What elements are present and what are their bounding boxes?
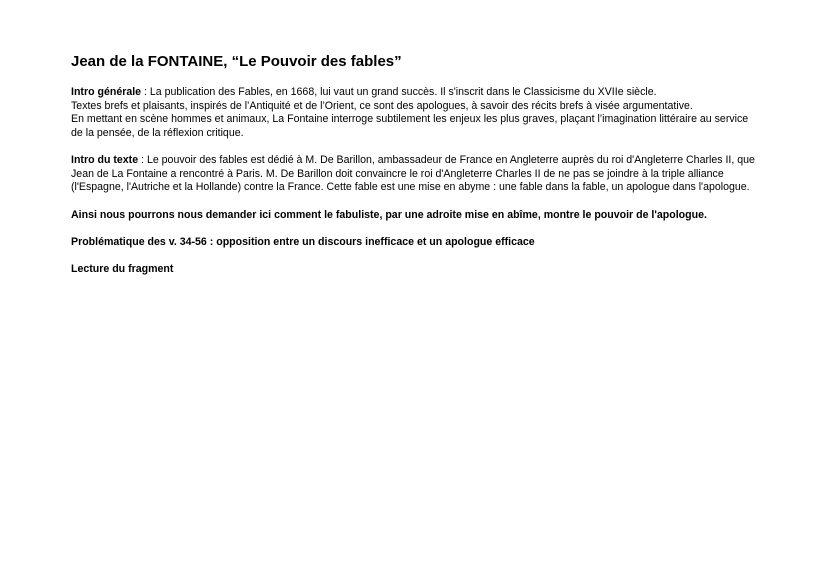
problematique-heading: Problématique des v. 34-56 : opposition entre un discours inefficace et un apologue efficace <box>71 235 535 248</box>
lecture-heading: Lecture du fragment <box>71 262 174 275</box>
intro-generale-label: Intro générale <box>71 86 142 98</box>
document-title: Jean de la FONTAINE, “Le Pouvoir des fables” <box>71 53 402 70</box>
intro-generale-line-3: En mettant en scène hommes et animaux, La Fontaine interroge subtilement les enjeux les plus graves, plaçant l’imagination littéraire au service de la pensée, de la réflexion critique. <box>71 113 749 139</box>
intro-generale-text: : La publication des Fables, en 1668, lui vaut un grand succès. Il s'inscrit dans le Classicisme du XVIIe siècle. <box>141 86 657 98</box>
intro-texte-text: : Le pouvoir des fables est dédié à M. De Barillon, ambassadeur de France en Angleterre auprès du roi d'Angleterre Charles II, que Jean de La Fontaine a rencontré à Paris. M. De Barillon doit convaincre le roi d'Angleterre Charles II de ne pas se joindre à la triple alliance (l'Espagne, l'Autriche et la Hollande) contre la France. Cette fable est une mise en abyme : une fable dans la fable, un apologue dans l'apologue. <box>71 154 755 193</box>
ainsi-statement: Ainsi nous pourrons nous demander ici comment le fabuliste, par une adroite mise en abîme, montre le pouvoir de l'apologue. <box>71 208 707 221</box>
intro-generale-line-2: Textes brefs et plaisants, inspirés de l’Antiquité et de l’Orient, ce sont des apologues, à savoir des récits brefs à visée argumentative. <box>71 99 693 112</box>
document-page <box>71 52 761 290</box>
intro-texte-paragraph <box>71 154 761 195</box>
intro-generale-paragraph <box>71 86 761 140</box>
intro-texte-label: Intro du texte <box>71 154 139 166</box>
